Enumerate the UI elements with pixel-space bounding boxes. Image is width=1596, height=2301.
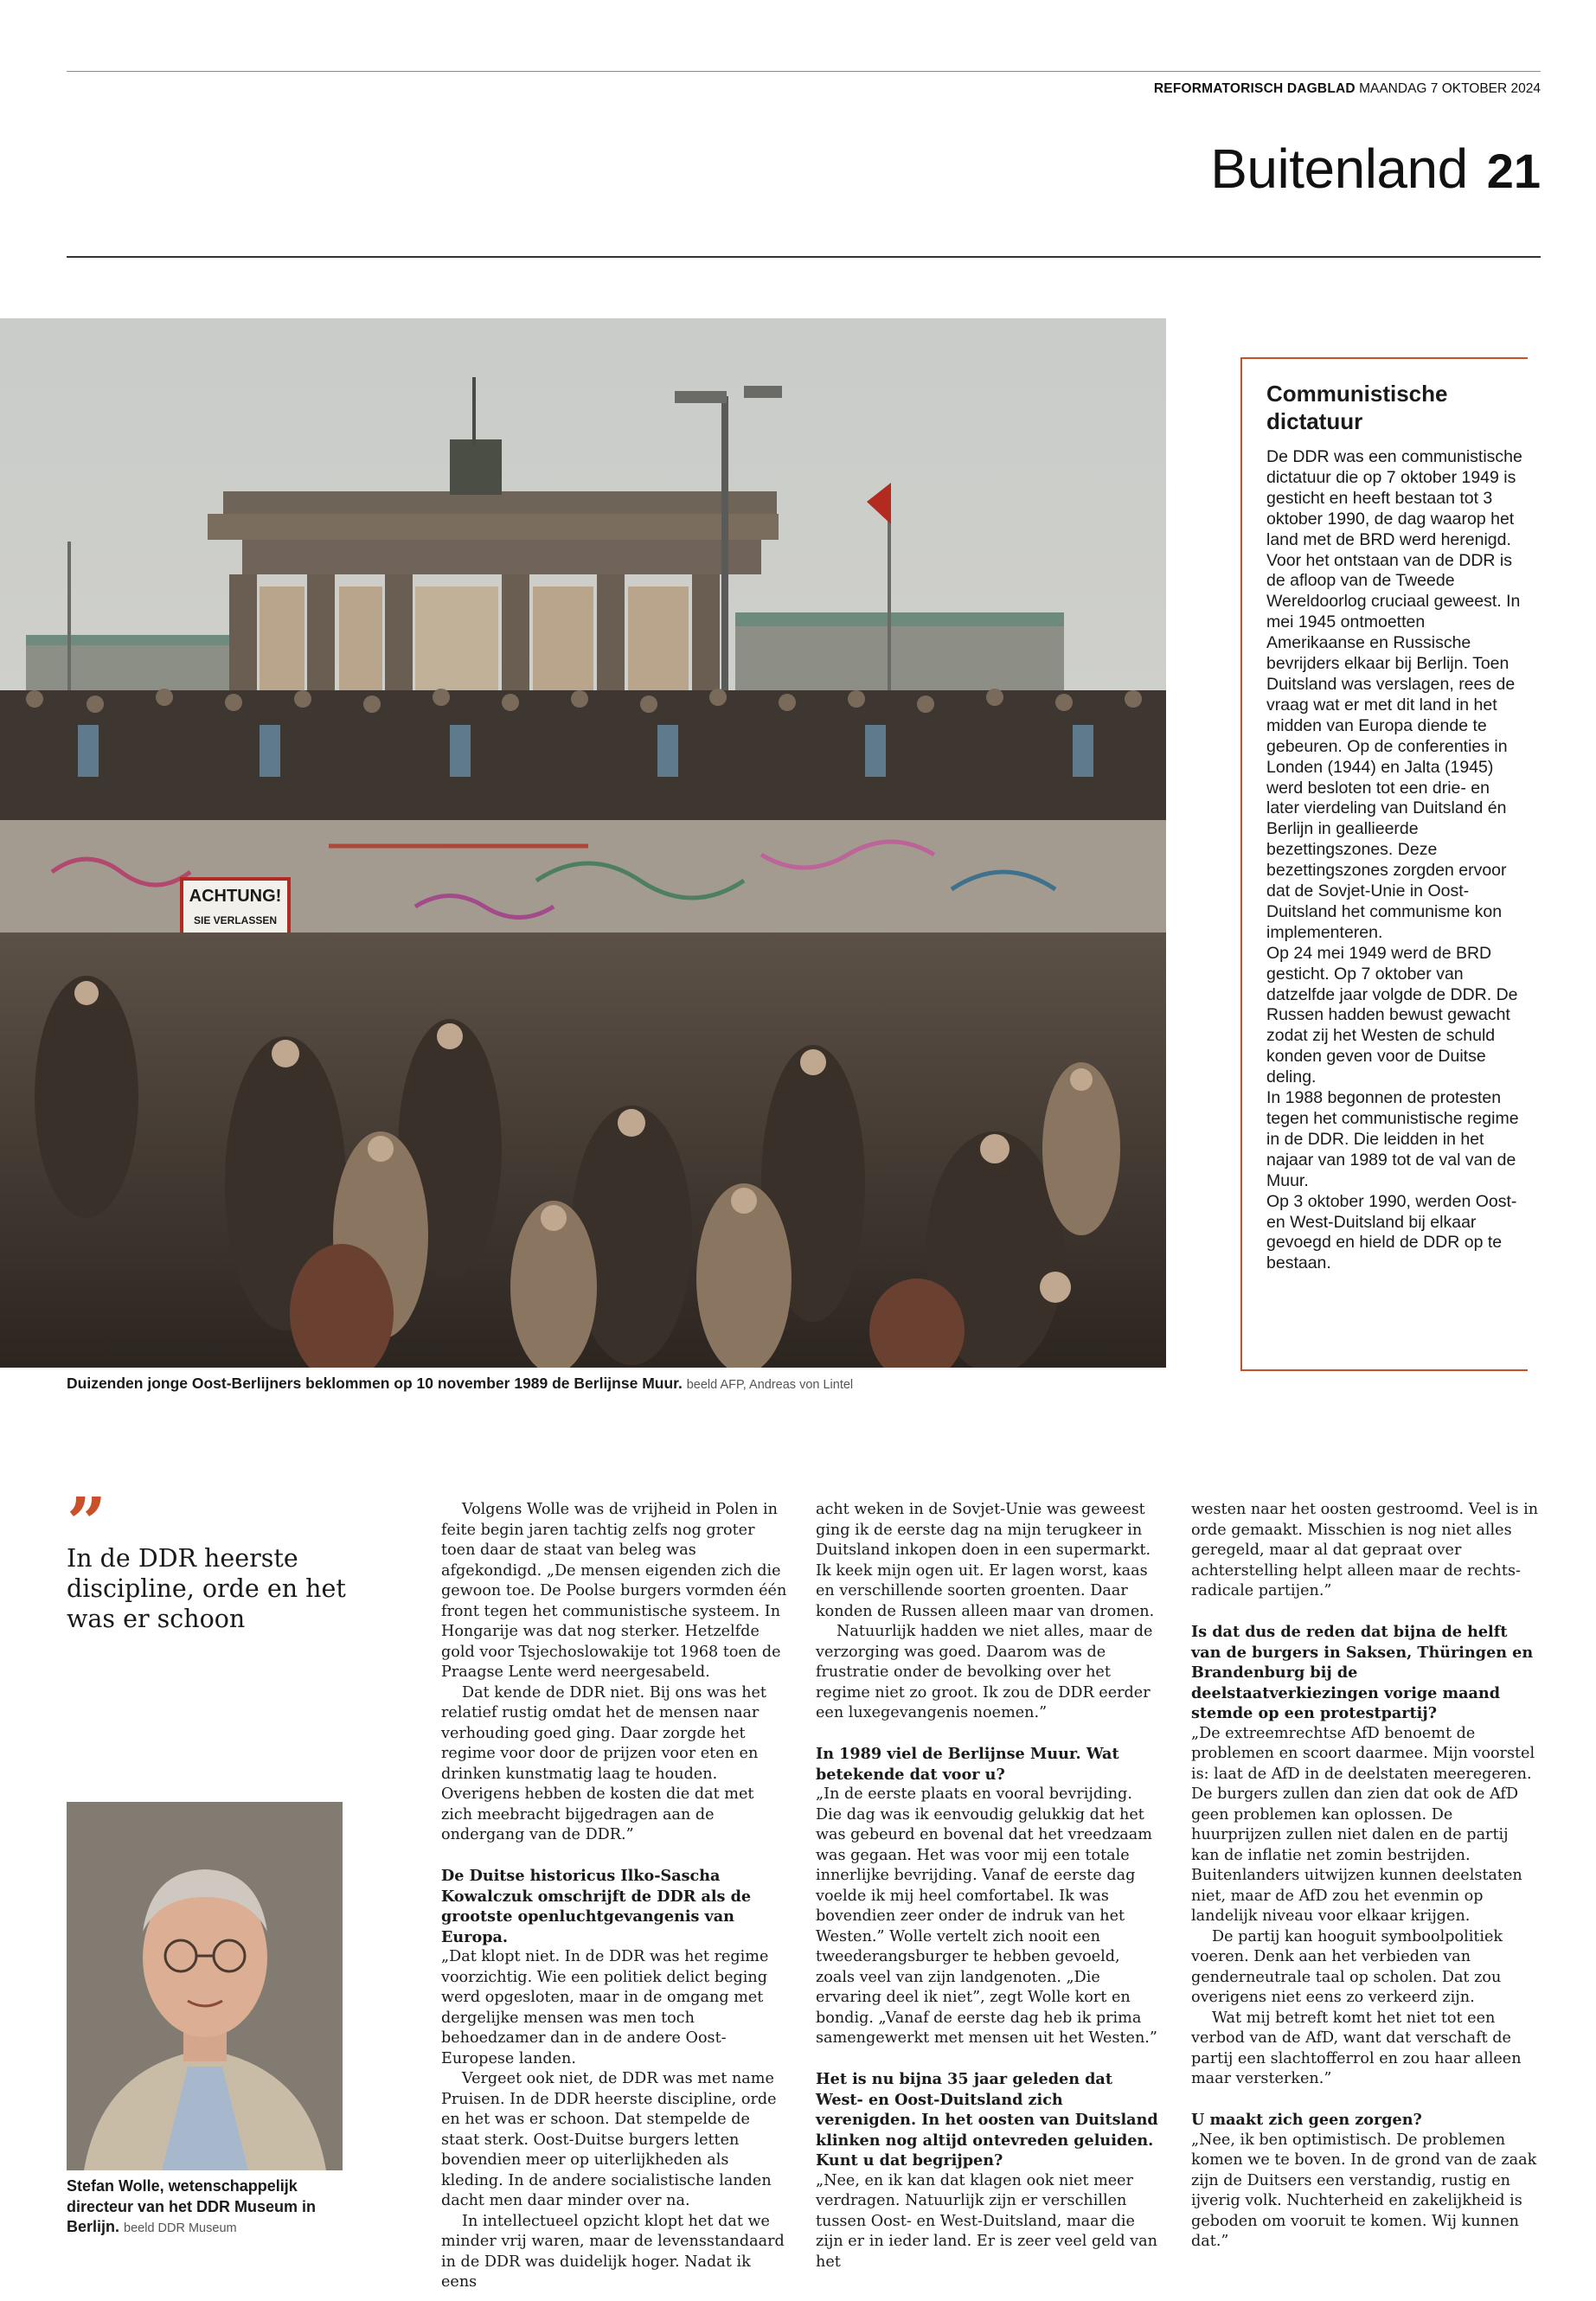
- masthead-date: MAANDAG 7 OKTOBER 2024: [1359, 81, 1541, 96]
- paragraph: westen naar het oosten gestroomd. Veel is in orde gemaakt. Misschien is nog niet alles geregeld, maar al dat gepraat over achterstelling helpt alleen maar de rechts-radicale partijen.”: [1191, 1501, 1539, 1599]
- paragraph: Dat kende de DDR niet. Bij ons was het relatief rustig omdat het de mensen naar verhouding goed ging. Daar zorgde het regime voor door de prijzen voor eten en drinken kunstmatig laag te houden. Overigens hebben de kosten die dat met zich meebracht bijgedragen aan de ondergang van de DDR.”: [441, 1683, 767, 1843]
- paragraph: In intellectueel opzicht klopt het dat we minder vrij waren, maar de levensstandaard in de DDR was duidelijk hoger. Nadat ik eens: [441, 2212, 785, 2291]
- paragraph: Vergeet ook niet, de DDR was met name Pruisen. In de DDR heerste discipline, orde en het was er schoon. Dat stempelde de staat sterk. Oost-Duitse burgers letten bovendien meer op uiterlijkheden als kleding. In de andere socialistische landen dacht men daar minder over na.: [441, 2070, 777, 2209]
- portrait-photo: [67, 1802, 343, 2170]
- sidebar-box: [1240, 357, 1528, 1371]
- portrait-illustration: [67, 1802, 343, 2170]
- pull-quote: In de DDR heerste discipline, orde en het was er schoon: [67, 1544, 346, 1633]
- interview-question: Is dat dus de reden dat bijna de helft van de burgers in Saksen, Thüringen en Brandenburg bij de deelstaatverkiezingen vorige maand stemde op een protestpartij?: [1191, 1623, 1534, 1722]
- interview-question: De Duitse historicus Ilko-Sascha Kowalczuk omschrijft de DDR als de grootste openluchtgevangenis van Europa.: [441, 1867, 752, 1946]
- paragraph: acht weken in de Sovjet-Unie was geweest ging ik de eerste dag na mijn terugkeer in Duitsland inkopen doen in een supermarkt. Ik keek mijn ogen uit. Er lagen worst, kaas en verschillende soorten groenten. Daar konden de Russen alleen maar van dromen.: [816, 1501, 1155, 1620]
- paragraph: „De extreemrechtse AfD benoemt de problemen en scoort daarmee. Mijn voorstel is: laat de AfD in de deelstaten meeregeren. De burgers zullen dan zien dat ook de AfD geen problemen kan oplossen. De huurprijzen zullen niet dalen en de partij kan de inflatie net zomin bestrijden. Buitenlanders uitwijzen kunnen deelstaten niet, maar de AfD zou het evenmin op landelijk niveau voor elkaar krijgen.: [1191, 1724, 1535, 1925]
- paragraph: „Nee, en ik kan dat klagen ook niet meer verdragen. Natuurlijk zijn er verschillen tussen Oost- en West-Duitsland, maar die zijn er in ieder land. Er is zeer veel geld van het: [816, 2171, 1157, 2271]
- paragraph: Natuurlijk hadden we niet alles, maar de verzorging was goed. Daarom was de frustratie onder de bevolking over het regime niet zo groot. Ik zou de DDR eerder een luxegevangenis noemen.”: [816, 1623, 1153, 1721]
- article-column-2: [816, 1500, 1162, 2272]
- portrait-credit: beeld DDR Museum: [124, 2221, 237, 2235]
- paragraph: „In de eerste plaats en vooral bevrijding. Die dag was ik eenvoudig gelukkig dat het was gebeurd en bovenal dat het vreedzaam was gegaan. Het was voor mij een totale innerlijke bevrijding. Vanaf de eerste dag voelde ik mij heel comfortabel. Ik was bovendien zeer onder de indruk van het Westen.” Wolle vertelt zich nooit een tweederangsburger te hebben gevoeld, zoals veel van zijn landgenoten. „Die ervaring deel ik niet”, zegt Wolle kort en bondig. „Vanaf de eerste dag heb ik prima samengewerkt met mensen uit het Westen.”: [816, 1785, 1157, 2047]
- photo-credit: beeld AFP, Andreas von Lintel: [686, 1378, 854, 1392]
- quote-mark-icon: ”: [67, 1482, 102, 1563]
- portrait-caption: [67, 2176, 361, 2240]
- article-column-1: [441, 1500, 787, 2293]
- section-header: [1210, 137, 1541, 201]
- paragraph: Volgens Wolle was de vrijheid in Polen in feite begin jaren tachtig zelfs nog groter toen daar de staat van beleg was afgekondigd. „De mensen eigenden zich die gewoon toe. De Poolse burgers vormden één front tegen het communistische systeem. In Hongarije was dat nog sterker. Hetzelfde gold voor Tsjechoslowakije tot 1968 toen de Praagse Lente werd neergesabeld.: [441, 1501, 787, 1681]
- sidebar-body: De DDR was een communistische dictatuur die op 7 oktober 1949 is gesticht en heeft bestaan tot 3 oktober 1990, de dag waarop het land met de BRD werd herenigd. Voor het ontstaan van de DDR is de afloop van de Tweede Wereldoorlog cruciaal geweest. In mei 1945 ontmoetten Amerikaanse en Russische bevrijders elkaar bij Berlijn. Toen Duitsland was verslagen, rees de vraag wat er met dit land in het midden van Europa diende te gebeuren. Op de conferenties in Londen (1944) en Jalta (1945) werd besloten tot een drie- en later vierdeling van Duitsland én Berlijn in geallieerde bezettingszones. Deze bezettingszones zorgden ervoor dat de Sovjet-Unie in Oost-Duitsland het communisme kon implementeren. Op 24 mei 1949 werd de BRD gesticht. Op 7 oktober van datzelfde jaar volgde de DDR. De Russen hadden bewust gewacht zodat zij het Westen de schuld konden geven voor de Duitse deling. In 1988 begonnen de protesten tegen het communistische regime in de DDR. Die leidden in het najaar van 1989 tot de val van de Muur. Op 3 oktober 1990, werden Oost- en West-Duitsland bij elkaar gevoegd en hield de DDR op te bestaan.: [1266, 447, 1522, 1273]
- top-rule: [67, 71, 1541, 72]
- masthead-paper: REFORMATORISCH DAGBLAD: [1153, 81, 1356, 96]
- article-column-3: [1191, 1500, 1541, 2253]
- sign-line-2: SIE VERLASSEN: [193, 914, 278, 926]
- masthead: [1154, 81, 1541, 97]
- paragraph: „Nee, ik ben optimistisch. De problemen komen we te boven. In de grond van de zaak zijn de Duitsers een verstandig, rustig en ijverig volk. Nuchterheid en zakelijkheid is geboden om vooruit te komen. Wij kunnen dat.”: [1191, 2131, 1537, 2250]
- section-rule: [67, 256, 1541, 258]
- photo-caption: [67, 1375, 1191, 1393]
- page-number: 21: [1486, 144, 1541, 198]
- sign-line-1: ACHTUNG!: [189, 887, 282, 906]
- paragraph: Wat mij betreft komt het niet tot een verbod van de AfD, want dat verschaft de partij een slachtofferrol en zou haar alleen maar versterken.”: [1191, 2009, 1522, 2087]
- berlin-wall-photo-illustration: [0, 318, 1166, 1368]
- sidebar-title: Communistische dictatuur: [1266, 381, 1448, 434]
- interview-question: Het is nu bijna 35 jaar geleden dat West- en Oost-Duitsland zich verenigden. In het oosten van Duitsland klinken nog altijd ontevreden geluiden. Kunt u dat begrijpen?: [816, 2070, 1158, 2170]
- portrait-caption-text: Stefan Wolle, wetenschappelijk directeur van het DDR Museum in Berlijn.: [67, 2177, 317, 2235]
- interview-question: In 1989 viel de Berlijnse Muur. Wat betekende dat voor u?: [816, 1745, 1119, 1784]
- berlin-wall-photo: [0, 318, 1166, 1368]
- paragraph: „Dat klopt niet. In de DDR was het regime voorzichtig. Wie een politiek delict beging werd opgesloten, maar in de omgang met dergelijke mensen was men toch behoedzamer dan in de andere Oost-Europese landen.: [441, 1948, 769, 2067]
- photo-caption-text: Duizenden jonge Oost-Berlijners beklommen op 10 november 1989 de Berlijnse Muur.: [67, 1375, 683, 1392]
- paragraph: De partij kan hooguit symboolpolitiek voeren. Denk aan het verbieden van genderneutrale taal op scholen. Dat zou overigens niet eens zo verkeerd zijn.: [1191, 1927, 1503, 2006]
- interview-question: U maakt zich geen zorgen?: [1191, 2111, 1422, 2129]
- section-name: Buitenland: [1210, 138, 1468, 200]
